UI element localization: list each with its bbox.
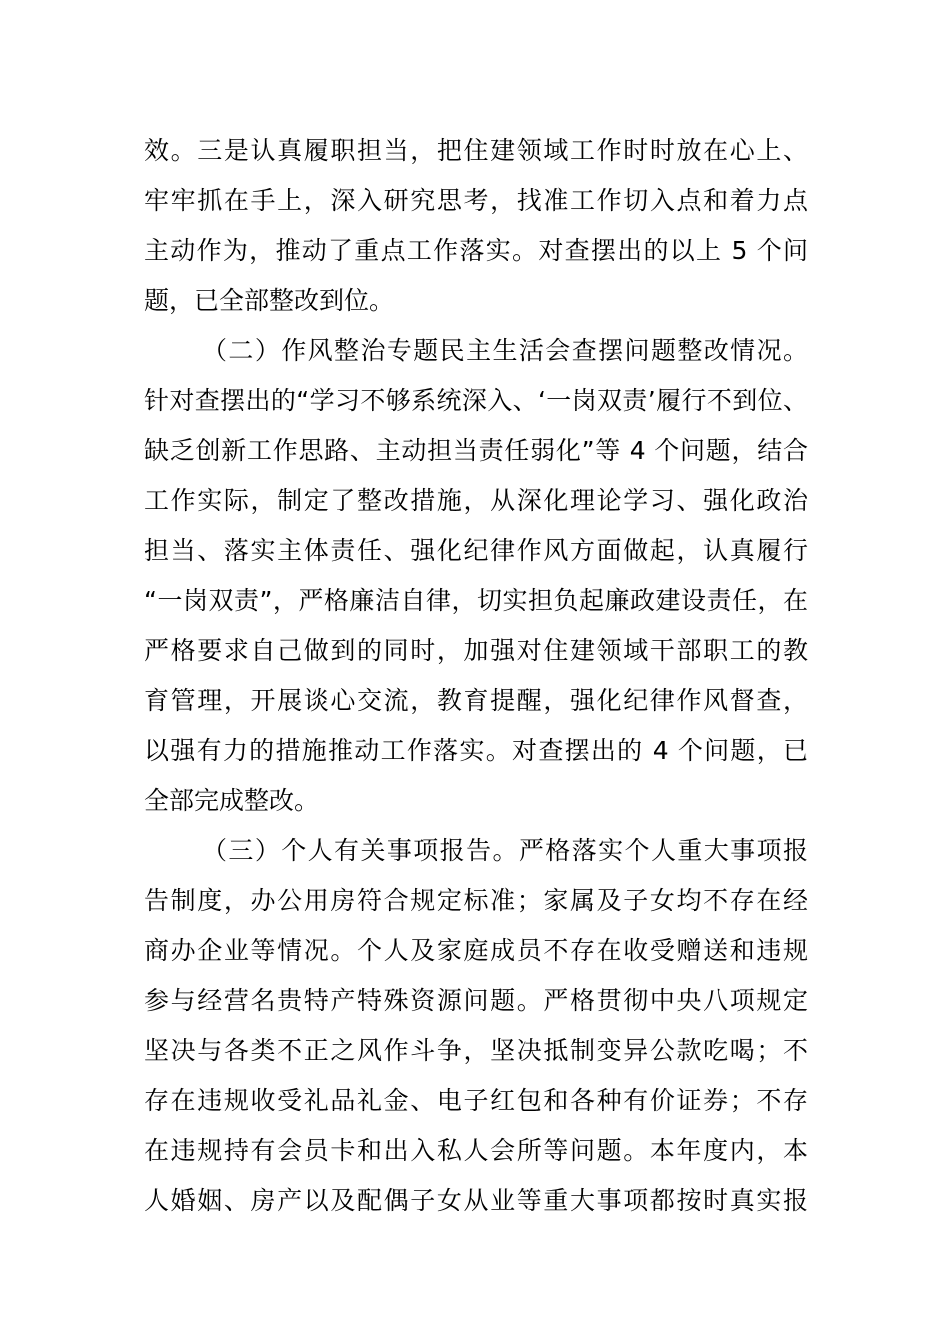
text-line: 题，已全部整改到位。 [144, 286, 395, 315]
text-line: 严格要求自己做到的同时，加强对住建领域干部职工的教 [144, 636, 808, 665]
text-line: 牢牢抓在手上，深入研究思考，找准工作切入点和着力点 [144, 186, 808, 215]
text-line: 育管理，开展谈心交流，教育提醒，强化纪律作风督查， [144, 686, 808, 715]
text-line: 参与经营名贵特产特殊资源问题。严格贯彻中央八项规定 [144, 986, 808, 1015]
text-line: 主动作为，推动了重点工作落实。对查摆出的以上 5 个问 [144, 236, 808, 265]
text-line: “一岗双责”，严格廉洁自律，切实担负起廉政建设责任，在 [144, 586, 808, 615]
text-line: 商办企业等情况。个人及家庭成员不存在收受赠送和违规 [144, 936, 808, 965]
text-line: 工作实际，制定了整改措施，从深化理论学习、强化政治 [144, 486, 808, 515]
text-line: 效。三是认真履职担当，把住建领域工作时时放在心上、 [144, 136, 808, 165]
text-line: 担当、落实主体责任、强化纪律作风方面做起，认真履行 [144, 536, 808, 565]
text-line: 针对查摆出的“学习不够系统深入、‘一岗双责’履行不到位、 [144, 386, 808, 415]
text-line: 人婚姻、房产以及配偶子女从业等重大事项都按时真实报 [144, 1186, 808, 1215]
text-line: 存在违规收受礼品礼金、电子红包和各种有价证券；不存 [144, 1086, 808, 1115]
text-line: 在违规持有会员卡和出入私人会所等问题。本年度内，本 [144, 1136, 808, 1165]
section-heading-3: （三）个人有关事项报告。严格落实个人重大事项报 [202, 836, 808, 865]
text-line: 缺乏创新工作思路、主动担当责任弱化”等 4 个问题，结合 [144, 436, 808, 465]
text-line: 告制度，办公用房符合规定标准；家属及子女均不存在经 [144, 886, 808, 915]
document-body [144, 126, 808, 1226]
section-heading-2: （二）作风整治专题民主生活会查摆问题整改情况。 [202, 336, 808, 365]
text-line: 全部完成整改。 [144, 786, 320, 815]
text-line: 以强有力的措施推动工作落实。对查摆出的 4 个问题，已 [144, 736, 808, 765]
text-line: 坚决与各类不正之风作斗争，坚决抵制变异公款吃喝；不 [144, 1036, 808, 1065]
